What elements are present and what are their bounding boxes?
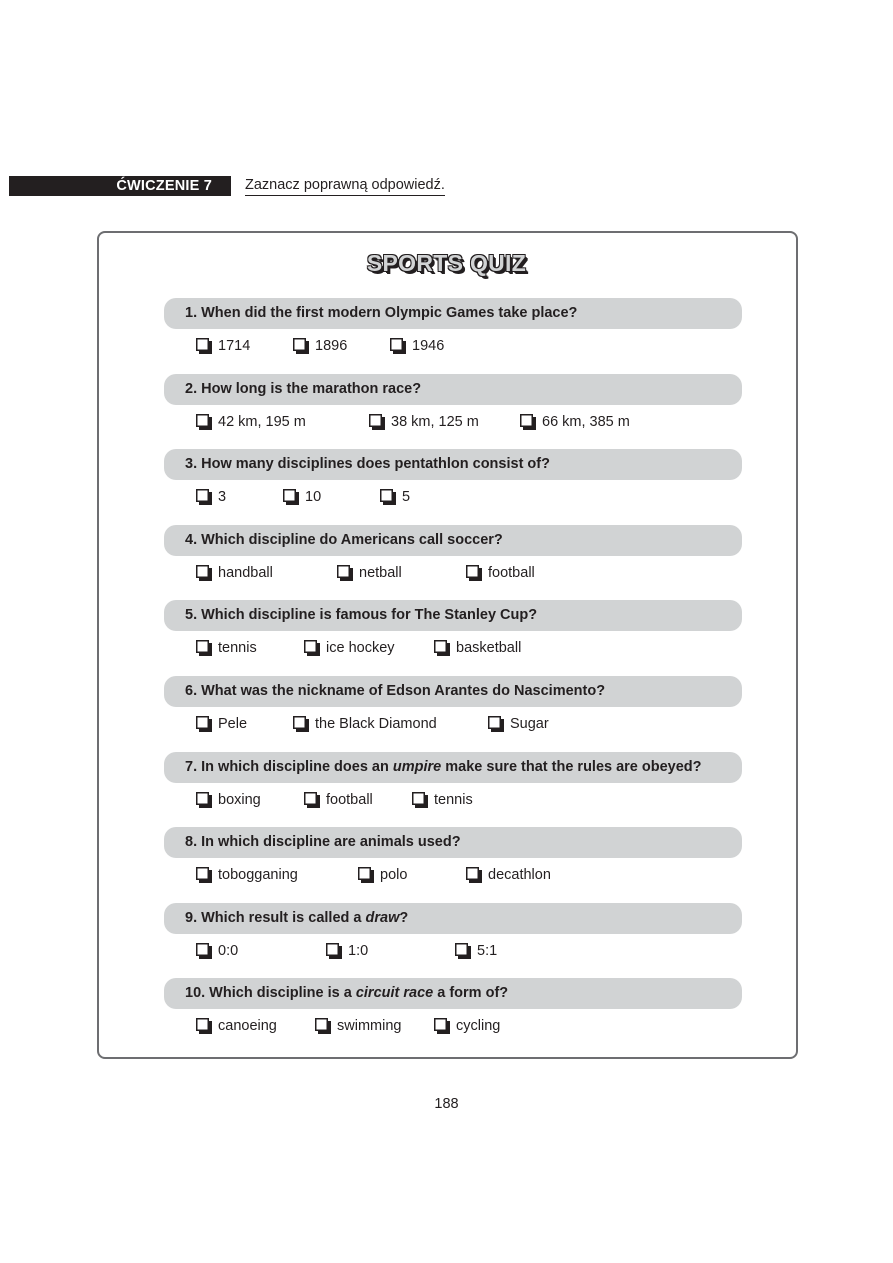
- question-text: [185, 676, 605, 707]
- question-text: [185, 374, 421, 405]
- checkbox-icon[interactable]: [337, 565, 353, 581]
- question-emphasis: draw: [365, 910, 400, 926]
- checkbox-icon[interactable]: [390, 338, 406, 354]
- exercise-label-bar: [9, 176, 231, 196]
- question-text: [185, 449, 550, 480]
- checkbox-icon[interactable]: [304, 640, 320, 656]
- checkbox-icon[interactable]: [358, 867, 374, 883]
- page-number: 188: [434, 1096, 459, 1112]
- answer-option-label: tennis: [218, 640, 257, 656]
- question-text-part: 7. In which discipline does an: [185, 759, 393, 775]
- checkbox-icon[interactable]: [293, 338, 309, 354]
- question-band: [164, 676, 742, 707]
- checkbox-icon[interactable]: [283, 489, 299, 505]
- answer-option-label: swimming: [337, 1018, 402, 1034]
- answer-option-label: netball: [359, 565, 402, 581]
- checkbox-icon[interactable]: [466, 565, 482, 581]
- question-band: [164, 374, 742, 405]
- question-text: [185, 903, 408, 934]
- question-text-part: a form of?: [433, 985, 509, 1001]
- answer-option-label: 1:0: [348, 943, 369, 959]
- question-band: [164, 752, 742, 783]
- question-text: [185, 298, 577, 329]
- answer-option-label: ice hockey: [326, 640, 395, 656]
- answer-option-label: 5:1: [477, 943, 498, 959]
- question-emphasis: umpire: [392, 759, 442, 775]
- answer-option-label: 38 km, 125 m: [391, 414, 479, 430]
- answer-option-label: 5: [402, 489, 411, 505]
- answer-option-label: football: [326, 792, 373, 808]
- answer-option-label: boxing: [218, 792, 261, 808]
- question-text-part: 4. Which discipline do Americans call soccer?: [185, 532, 503, 548]
- checkbox-icon[interactable]: [412, 792, 428, 808]
- question-band: [164, 600, 742, 631]
- answer-option-label: 1946: [412, 338, 445, 354]
- answer-option-label: 66 km, 385 m: [542, 414, 630, 430]
- answer-option-label: polo: [380, 867, 408, 883]
- checkbox-icon[interactable]: [466, 867, 482, 883]
- question-text: [185, 978, 508, 1009]
- question-text: [185, 600, 537, 631]
- checkbox-icon[interactable]: [196, 867, 212, 883]
- checkbox-icon[interactable]: [196, 338, 212, 354]
- question-text-part: 6. What was the nickname of Edson Arantes do Nascimento?: [185, 683, 606, 699]
- exercise-instruction: Zaznacz poprawną odpowiedź.: [245, 177, 445, 196]
- question-band: [164, 298, 742, 329]
- question-band: [164, 525, 742, 556]
- answer-option-label: Pele: [218, 716, 248, 732]
- question-text: [185, 525, 503, 556]
- exercise-label: ĆWICZENIE 7: [116, 178, 212, 194]
- answer-option-label: handball: [218, 565, 273, 581]
- checkbox-icon[interactable]: [315, 1018, 331, 1034]
- question-text-part: 8. In which discipline are animals used?: [185, 834, 461, 850]
- checkbox-icon[interactable]: [293, 716, 309, 732]
- answer-option-label: 1896: [315, 338, 348, 354]
- question-text-part: 1. When did the first modern Olympic Games take place?: [185, 305, 578, 321]
- checkbox-icon[interactable]: [304, 792, 320, 808]
- question-text-part: 2. How long is the marathon race?: [185, 381, 422, 397]
- checkbox-icon[interactable]: [196, 943, 212, 959]
- answer-option-label: Sugar: [510, 716, 549, 732]
- checkbox-icon[interactable]: [369, 414, 385, 430]
- answer-option-label: 42 km, 195 m: [218, 414, 306, 430]
- answer-option-label: 1714: [218, 338, 251, 354]
- checkbox-icon[interactable]: [196, 565, 212, 581]
- answer-option-label: the Black Diamond: [315, 716, 437, 732]
- checkbox-icon[interactable]: [196, 1018, 212, 1034]
- question-band: [164, 903, 742, 934]
- question-text-part: ?: [399, 910, 409, 926]
- checkbox-icon[interactable]: [196, 414, 212, 430]
- question-text-part: 9. Which result is called a: [185, 910, 366, 926]
- checkbox-icon[interactable]: [434, 640, 450, 656]
- answer-option-label: basketball: [456, 640, 522, 656]
- checkbox-icon[interactable]: [196, 716, 212, 732]
- question-band: [164, 827, 742, 858]
- answer-option-label: football: [488, 565, 535, 581]
- answer-option-label: 3: [218, 489, 227, 505]
- checkbox-icon[interactable]: [326, 943, 342, 959]
- question-text-part: make sure that the rules are obeyed?: [441, 759, 702, 775]
- question-emphasis: circuit race: [355, 985, 434, 1001]
- checkbox-icon[interactable]: [196, 792, 212, 808]
- checkbox-icon[interactable]: [196, 640, 212, 656]
- quiz-title: SPORTS QUIZ: [366, 250, 527, 276]
- question-text: [185, 827, 461, 858]
- answer-option-label: canoeing: [218, 1018, 277, 1034]
- checkbox-icon[interactable]: [196, 489, 212, 505]
- checkbox-icon[interactable]: [380, 489, 396, 505]
- question-band: [164, 978, 742, 1009]
- question-text-part: 10. Which discipline is a: [185, 985, 356, 1001]
- answer-option-label: tobogganing: [218, 867, 298, 883]
- checkbox-icon[interactable]: [434, 1018, 450, 1034]
- checkbox-icon[interactable]: [520, 414, 536, 430]
- checkbox-icon[interactable]: [488, 716, 504, 732]
- answer-option-label: 10: [305, 489, 322, 505]
- answer-option-label: decathlon: [488, 867, 551, 883]
- answer-option-label: 0:0: [218, 943, 239, 959]
- answer-option-label: cycling: [456, 1018, 501, 1034]
- question-band: [164, 449, 742, 480]
- question-text-part: 5. Which discipline is famous for The Stanley Cup?: [185, 607, 538, 623]
- checkbox-icon[interactable]: [455, 943, 471, 959]
- question-text-part: 3. How many disciplines does pentathlon consist of?: [185, 456, 550, 472]
- question-text: [185, 752, 702, 783]
- answer-option-label: tennis: [434, 792, 473, 808]
